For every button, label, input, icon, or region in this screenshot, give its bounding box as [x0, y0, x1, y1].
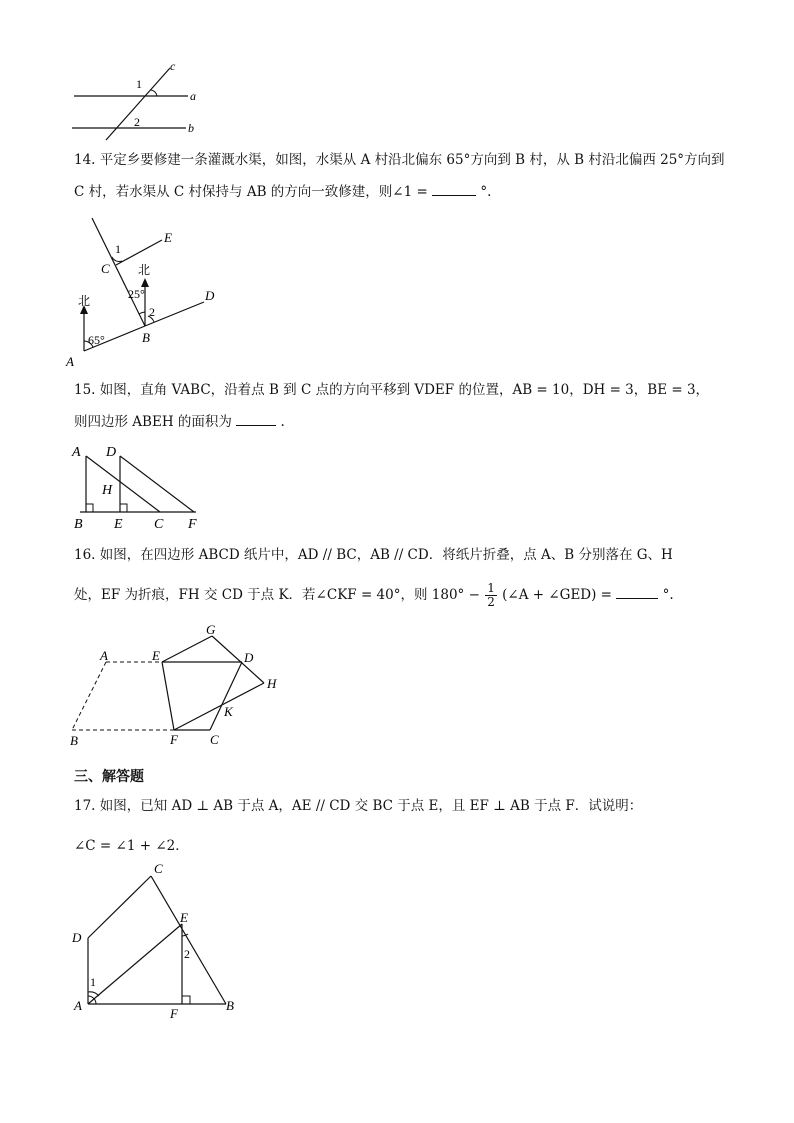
q16-text-2-mid: (∠A + ∠GED) =: [502, 587, 612, 603]
q14-text-2: C 村，若水渠从 C 村保持与 AB 的方向一致修建，则∠1 =: [74, 184, 428, 200]
q14-number: 14.: [74, 152, 96, 168]
q15-text-2-end: .: [280, 414, 285, 430]
label-a: a: [190, 89, 196, 103]
q17-text-1: 如图，已知 AD ⊥ AB 于点 A，AE // CD 交 BC 于点 E，且 EF ⊥ AB 于点 F．试说明：: [99, 798, 643, 814]
point-D: D: [244, 650, 254, 665]
q16-answer-blank[interactable]: [616, 585, 658, 599]
point-B: B: [70, 733, 78, 748]
point-A: A: [66, 354, 74, 368]
fraction-numerator: 1: [487, 581, 495, 595]
figure-translation: [66, 440, 216, 532]
q17-text-2: ∠C = ∠1 + ∠2．: [74, 838, 189, 854]
q15-text-2: 则四边形 ABEH 的面积为: [74, 414, 232, 430]
point-B: B: [142, 330, 150, 345]
point-G: G: [206, 622, 216, 637]
angle-2-label: 2: [149, 305, 155, 319]
q15-text-1: 如图，直角 VABC，沿着点 B 到 C 点的方向平移到 VDEF 的位置，AB = 10，DH = 3，BE = 3，: [99, 382, 710, 398]
angle-25-label: 25°: [128, 287, 145, 301]
point-E: E: [164, 230, 172, 245]
q16-text-2: 处，EF 为折痕，FH 交 CD 于点 K．若∠CKF = 40°，则 180° −: [74, 587, 480, 603]
point-C: C: [210, 732, 219, 747]
q14-line2: [74, 182, 491, 201]
point-A: A: [74, 998, 82, 1013]
q15-line1: [74, 381, 709, 399]
north-B-label: 北: [138, 263, 151, 277]
angle-1-arc: [151, 90, 157, 96]
point-D: D: [205, 288, 215, 303]
point-D: D: [72, 930, 82, 945]
point-C: C: [154, 861, 163, 876]
label-1: 1: [136, 77, 142, 91]
q16-line1: [74, 546, 673, 564]
q15-line2: [74, 412, 285, 431]
point-E: E: [152, 648, 160, 663]
point-F: F: [188, 517, 197, 532]
q16-text-1: 如图，在四边形 ABCD 纸片中，AD // BC，AB // CD．将纸片折叠，点 A、B 分别落在 G、H: [99, 547, 673, 563]
label-b: b: [188, 121, 194, 135]
point-E: E: [180, 910, 188, 925]
angle-2-label: 2: [184, 947, 190, 961]
label-c: c: [170, 59, 176, 73]
point-C: C: [101, 261, 110, 276]
q14-line1: [74, 151, 725, 169]
q14-text-1: 平定乡要修建一条灌溉水渠，如图，水渠从 A 村沿北偏东 65°方向到 B 村，从 B 村沿北偏西 25°方向到: [99, 152, 725, 168]
point-H: H: [267, 676, 277, 691]
figure-proof: [66, 860, 256, 1022]
point-B: B: [226, 998, 234, 1013]
q16-number: 16.: [74, 547, 96, 563]
angle-1-label: 1: [115, 242, 121, 256]
q17-line2: [74, 837, 189, 855]
point-H: H: [102, 483, 113, 498]
label-2: 2: [134, 115, 140, 129]
section-title: 三、解答题: [74, 769, 144, 785]
north-A-label: 北: [78, 294, 91, 308]
q16-line2: [74, 582, 674, 609]
q16-fraction: [485, 582, 497, 609]
figure-folding: [66, 618, 296, 750]
point-K: K: [224, 704, 233, 719]
point-F: F: [170, 1006, 178, 1021]
q14-answer-blank[interactable]: [432, 182, 476, 196]
point-A: A: [72, 445, 81, 460]
point-E: E: [114, 517, 123, 532]
angle-65-label: 65°: [88, 333, 105, 347]
figure-parallel-lines: [60, 58, 220, 142]
q17-number: 17.: [74, 798, 96, 814]
angle-1-label: 1: [90, 975, 96, 989]
q17-line1: [74, 797, 642, 815]
point-A: A: [100, 648, 108, 663]
q14-text-2-end: °.: [480, 184, 492, 200]
q16-text-2-end: °.: [662, 587, 674, 603]
point-F: F: [170, 732, 178, 747]
point-B: B: [74, 517, 83, 532]
point-C: C: [154, 517, 164, 532]
q15-number: 15.: [74, 382, 96, 398]
point-D: D: [106, 445, 117, 460]
q15-answer-blank[interactable]: [236, 412, 276, 426]
fraction-denominator: 2: [487, 595, 495, 609]
figure-canal: [60, 208, 230, 368]
